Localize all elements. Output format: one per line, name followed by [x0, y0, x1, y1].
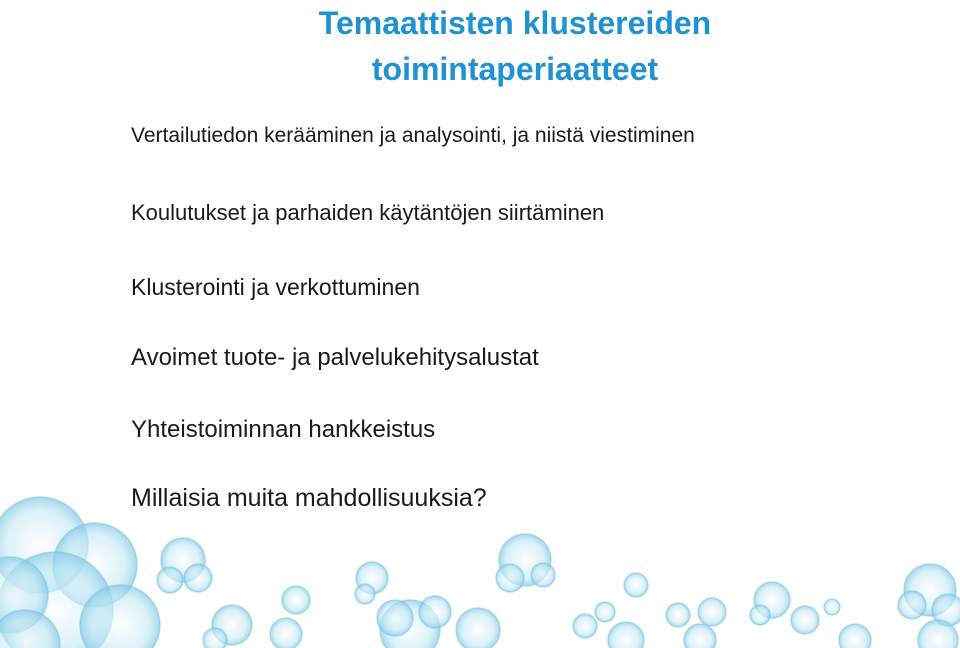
- list-item: Yhteistoiminnan hankkeistus: [131, 416, 436, 443]
- list-item: Klusterointi ja verkottuminen: [131, 274, 420, 300]
- title-line-2: toimintaperiaatteet: [371, 51, 659, 87]
- slide-title: [0, 0, 960, 92]
- list-item: Millaisia muita mahdollisuuksia?: [131, 484, 487, 512]
- title-line-1: Temaattisten klustereiden: [318, 5, 712, 41]
- list-item: Vertailutiedon kerääminen ja analysointi, ja niistä viestiminen: [131, 124, 695, 147]
- list-item: Avoimet tuote- ja palvelukehitysalustat: [131, 344, 539, 371]
- list-item: Koulutukset ja parhaiden käytäntöjen siirtäminen: [131, 200, 605, 225]
